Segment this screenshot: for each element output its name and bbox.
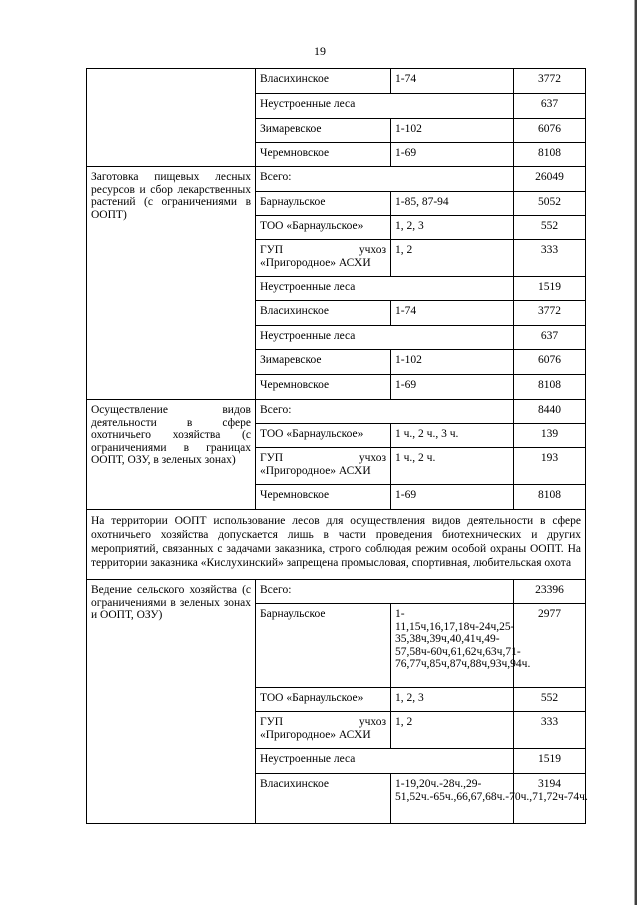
area-cell: 8440 — [514, 400, 586, 424]
quarters-cell: 1, 2 — [391, 712, 514, 749]
forestry-name: Черемновское — [256, 375, 391, 400]
total-label: Всего: — [256, 167, 514, 192]
area-cell: 8108 — [514, 143, 586, 167]
forestry-name: ГУП учхоз «Пригородное» АСХИ — [256, 712, 391, 749]
quarters-cell: 1-19,20ч.-28ч.,29-51,52ч.-65ч.,66,67,68ч.-70ч.,71,72ч-74ч. — [391, 774, 514, 824]
forestry-name: ГУП учхоз «Пригородное» АСХИ — [256, 240, 391, 277]
forestry-name: Черемновское — [256, 143, 391, 167]
forestry-name: ТОО «Барнаульское» — [256, 424, 391, 448]
area-cell: 23396 — [514, 580, 586, 604]
quarters-cell: 1-74 — [391, 301, 514, 326]
area-cell: 3772 — [514, 69, 586, 94]
forestry-name: ГУП учхоз «Пригородное» АСХИ — [256, 448, 391, 485]
scan-edge — [634, 0, 637, 905]
forestry-name: Черемновское — [256, 485, 391, 510]
area-cell: 1519 — [514, 277, 586, 301]
forestry-name: Барнаульское — [256, 192, 391, 216]
quarters-cell: 1, 2 — [391, 240, 514, 277]
activity-cell: Заготовка пищевых лесных ресурсов и сбор лекарственных растений (с ограничениями в ООПТ) — [87, 167, 256, 400]
area-cell: 552 — [514, 688, 586, 712]
forest-use-table — [86, 68, 586, 824]
forestry-name: Неустроенные леса — [256, 749, 514, 774]
quarters-cell: 1-102 — [391, 119, 514, 143]
quarters-cell: 1 ч., 2 ч., 3 ч. — [391, 424, 514, 448]
table-row — [87, 167, 586, 192]
forestry-name: Барнаульское — [256, 604, 391, 688]
forestry-name: Власихинское — [256, 774, 391, 824]
table-row — [87, 510, 586, 580]
activity-cell: Ведение сельского хозяйства (с ограничениями в зеленых зонах и ООПТ, ОЗУ) — [87, 580, 256, 824]
area-cell: 1519 — [514, 749, 586, 774]
forestry-name: Зимаревское — [256, 350, 391, 375]
area-cell: 552 — [514, 216, 586, 240]
quarters-cell: 1, 2, 3 — [391, 216, 514, 240]
area-cell: 2977 — [514, 604, 586, 688]
activity-cell-continued — [87, 69, 256, 167]
area-cell: 333 — [514, 712, 586, 749]
quarters-cell: 1-69 — [391, 485, 514, 510]
page-number: 19 — [314, 44, 326, 58]
table-row — [87, 400, 586, 424]
area-cell: 5052 — [514, 192, 586, 216]
quarters-cell: 1-69 — [391, 143, 514, 167]
quarters-cell: 1-85, 87-94 — [391, 192, 514, 216]
quarters-cell: 1 ч., 2 ч. — [391, 448, 514, 485]
area-cell: 6076 — [514, 350, 586, 375]
quarters-cell: 1-11,15ч,16,17,18ч-24ч,25-35,38ч,39ч,40,41ч,49-57,58ч-60ч,61,62ч,63ч,71-76,77ч,85ч,87ч,88ч,93ч,94ч. — [391, 604, 514, 688]
area-cell: 3772 — [514, 301, 586, 326]
quarters-cell: 1-74 — [391, 69, 514, 94]
activity-cell: Осуществление видов деятельности в сфере охотничьего хозяйства (с ограничениями в границах ООПТ, ОЗУ, в зеленых зонах) — [87, 400, 256, 510]
area-cell: 637 — [514, 94, 586, 119]
area-cell: 139 — [514, 424, 586, 448]
area-cell: 6076 — [514, 119, 586, 143]
forestry-name: Власихинское — [256, 69, 391, 94]
area-cell: 637 — [514, 326, 586, 350]
table-row — [87, 580, 586, 604]
forestry-name: Власихинское — [256, 301, 391, 326]
forestry-name: ТОО «Барнаульское» — [256, 688, 391, 712]
quarters-cell: 1-102 — [391, 350, 514, 375]
area-cell: 8108 — [514, 375, 586, 400]
table-row — [87, 69, 586, 94]
total-label: Всего: — [256, 580, 514, 604]
quarters-cell: 1, 2, 3 — [391, 688, 514, 712]
forestry-name: Неустроенные леса — [256, 94, 514, 119]
forestry-name: ТОО «Барнаульское» — [256, 216, 391, 240]
forestry-name: Зимаревское — [256, 119, 391, 143]
area-cell: 333 — [514, 240, 586, 277]
forestry-name: Неустроенные леса — [256, 326, 514, 350]
area-cell: 3194 — [514, 774, 586, 824]
area-cell: 193 — [514, 448, 586, 485]
note-cell: На территории ООПТ использование лесов для осуществления видов деятельности в сфере охотничьего хозяйства допускается лишь в части проведения биотехнических и других мероприятий, связанных с задачами заказника, строго соблюдая режим особой охраны ООПТ. На территории заказника «Кислухинский» запрещена промысловая, спортивная, любительская охота — [87, 510, 586, 580]
quarters-cell: 1-69 — [391, 375, 514, 400]
area-cell: 8108 — [514, 485, 586, 510]
total-label: Всего: — [256, 400, 514, 424]
forestry-name: Неустроенные леса — [256, 277, 514, 301]
area-cell: 26049 — [514, 167, 586, 192]
